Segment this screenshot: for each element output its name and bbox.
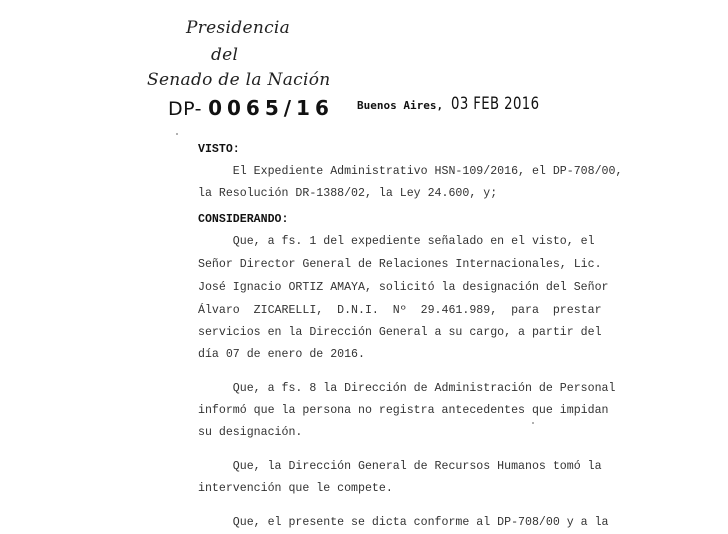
place-label: Buenos Aires, xyxy=(357,99,444,112)
letterhead-senado: Senado de la Nación xyxy=(147,70,331,90)
considerando-p3-line: intervención que le compete. xyxy=(198,482,393,495)
considerando-p1-line: Álvaro ZICARELLI, D.N.I. Nº 29.461.989, para prestar xyxy=(198,304,602,317)
considerando-p2-line: Que, a fs. 8 la Dirección de Administración de Personal xyxy=(198,382,616,395)
considerando-p1-line: José Ignacio ORTIZ AMAYA, solicitó la designación del Señor xyxy=(198,281,609,294)
considerando-p1-line: Que, a fs. 1 del expediente señalado en el visto, el xyxy=(198,235,595,248)
scan-speck xyxy=(532,422,534,424)
considerando-heading: CONSIDERANDO: xyxy=(198,213,289,226)
considerando-p1-line: día 07 de enero de 2016. xyxy=(198,348,365,361)
visto-line: la Resolución DR-1388/02, la Ley 24.600, y; xyxy=(198,187,498,200)
document-number-value: 0065/16 xyxy=(208,96,334,120)
visto-heading: VISTO: xyxy=(198,143,240,156)
considerando-p2-line: informó que la persona no registra antecedentes que impidan xyxy=(198,404,609,417)
considerando-p3-line: Que, la Dirección General de Recursos Humanos tomó la xyxy=(198,460,602,473)
considerando-p4-line: Que, el presente se dicta conforme al DP-708/00 y a la xyxy=(198,516,609,529)
document-number-prefix: DP- xyxy=(168,98,203,120)
scan-speck xyxy=(176,133,178,135)
letterhead-del: del xyxy=(211,45,239,65)
letterhead-presidencia: Presidencia xyxy=(186,18,291,38)
considerando-p1-line: servicios en la Dirección General a su cargo, a partir del xyxy=(198,326,602,339)
visto-line: El Expediente Administrativo HSN-109/2016, el DP-708/00, xyxy=(198,165,623,178)
date-stamp: 03 FEB 2016 xyxy=(451,94,540,114)
place-and-date xyxy=(357,94,564,114)
considerando-p2-line: su designación. xyxy=(198,426,303,439)
document-number xyxy=(168,96,334,120)
considerando-p1-line: Señor Director General de Relaciones Internacionales, Lic. xyxy=(198,258,602,271)
